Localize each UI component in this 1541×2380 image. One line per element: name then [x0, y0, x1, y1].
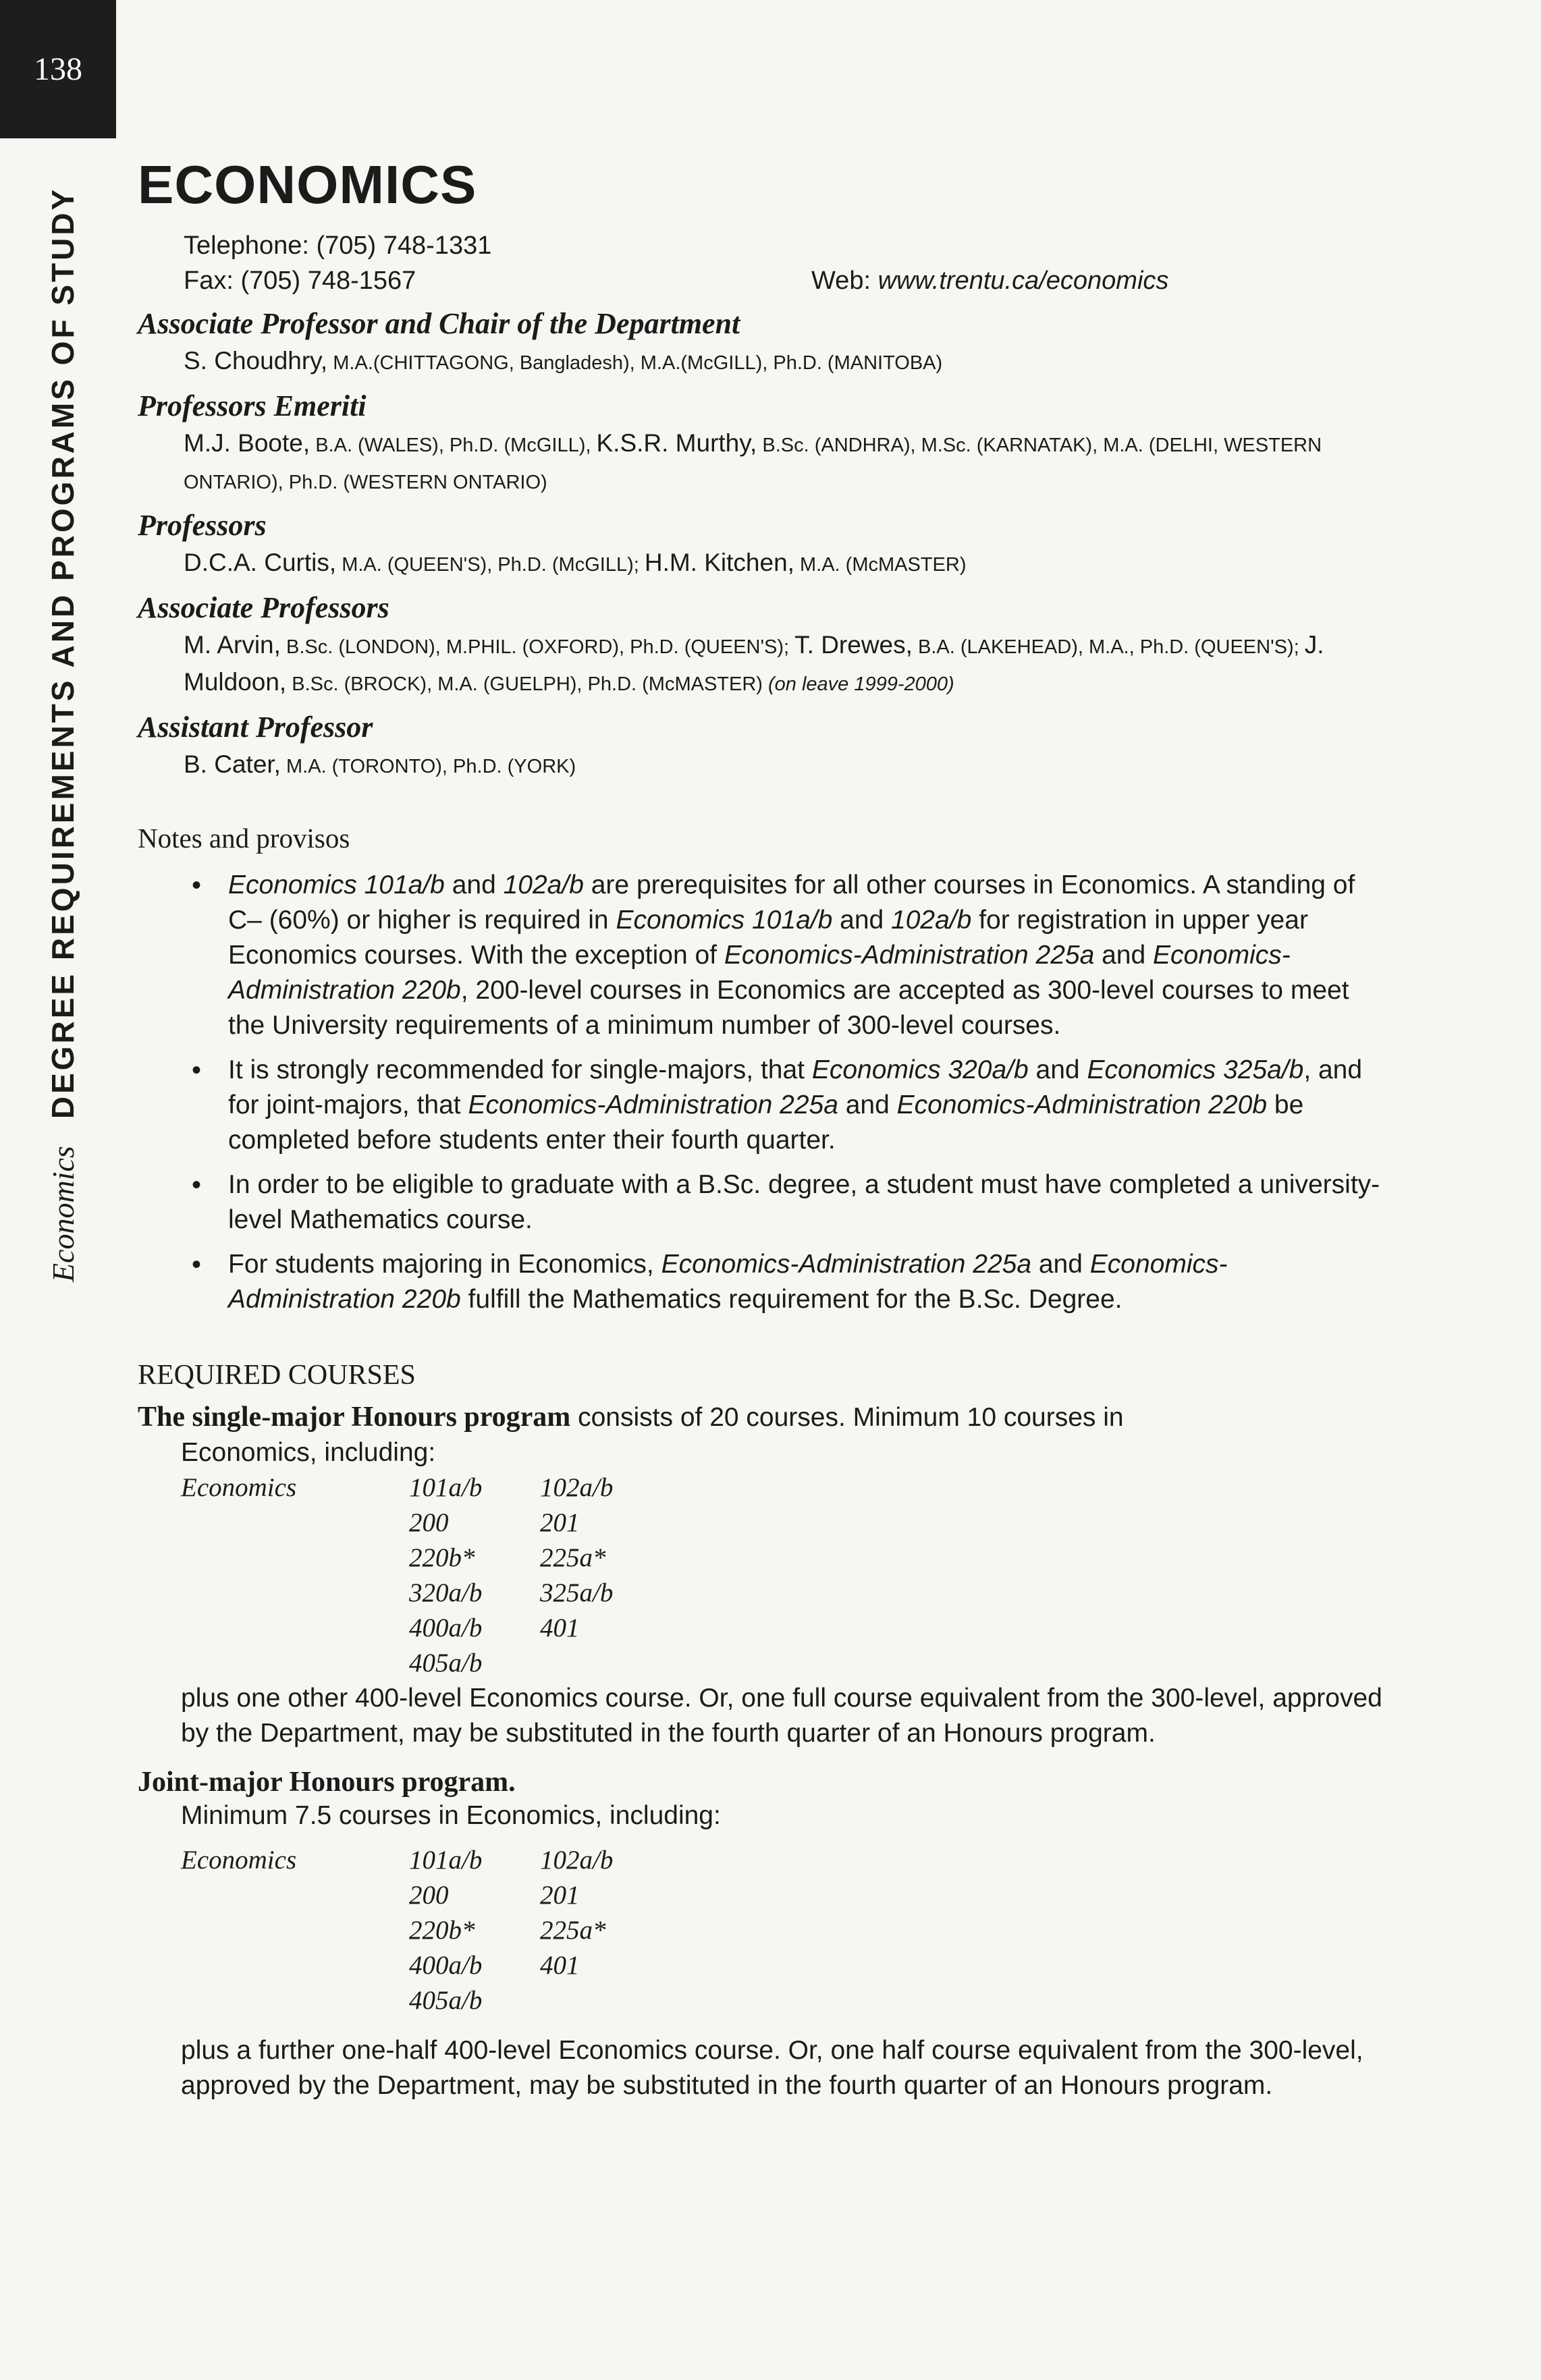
course-code: 400a/b: [409, 1951, 483, 1980]
course-row: [181, 1878, 1393, 1913]
course-row: [181, 1505, 1393, 1541]
spine-title: DEGREE REQUIREMENTS AND PROGRAMS OF STUDY: [45, 186, 80, 1119]
faculty-name: H.M. Kitchen,: [644, 549, 794, 576]
course-code: [540, 1646, 675, 1681]
course-code: 405a/b: [409, 1986, 483, 2015]
faculty-name: T. Drewes,: [794, 631, 913, 659]
course-ref: Economics 325a/b: [1087, 1055, 1304, 1084]
course-subject: Economics: [181, 1846, 297, 1875]
course-subject: [181, 1878, 409, 1913]
faculty-name: M. Arvin,: [184, 631, 281, 659]
leave-note: (on leave 1999-2000): [768, 673, 954, 695]
course-code: 401: [540, 1613, 580, 1642]
page-content: [138, 154, 1393, 2103]
course-subject: [181, 1983, 409, 2018]
faculty-credentials: B.Sc. (LONDON), M.PHIL. (OXFORD), Ph.D. (QUEEN'S);: [280, 636, 795, 658]
required-courses-heading: REQUIRED COURSES: [138, 1360, 416, 1391]
program-intro-cont: Economics, including:: [181, 1438, 436, 1467]
faculty-emeriti: [138, 426, 1393, 500]
faculty-credentials: M.A.(CHITTAGONG, Bangladesh), M.A.(McGILL), Ph.D. (MANITOBA): [327, 352, 943, 374]
faculty-name: B. Cater,: [184, 750, 281, 778]
course-code: 102a/b: [540, 1473, 614, 1502]
course-row: [181, 1576, 1393, 1611]
telephone: Telephone: (705) 748-1331: [184, 231, 492, 260]
note-text: for registration in upper year Economics courses. With the exception of: [228, 906, 1308, 970]
course-ref: Economics-Administration 225a: [468, 1090, 838, 1119]
course-code: 220b*: [409, 1543, 475, 1572]
notes-list: [138, 868, 1393, 1317]
faculty-chair: [138, 343, 1393, 381]
note-text: and: [838, 1090, 897, 1119]
course-subject: [181, 1611, 409, 1646]
rank-assistant: Assistant Professor: [138, 711, 373, 744]
program-after-text: plus a further one-half 400-level Economics course. Or, one half course equivalent from the 300-level, approved by the Department, may be substituted in the fourth quarter of an Honours program.: [181, 2036, 1363, 2100]
course-code: 220b*: [409, 1916, 475, 1945]
note-text: fulfill the Mathematics requirement for the B.Sc. Degree.: [460, 1285, 1123, 1314]
faculty-credentials: B.Sc. (BROCK), M.A. (GUELPH), Ph.D. (McMASTER): [286, 673, 769, 695]
course-code: 225a*: [540, 1543, 606, 1572]
program-intro: consists of 20 courses. Minimum 10 courses in: [570, 1403, 1124, 1432]
note-text: For students majoring in Economics,: [228, 1250, 661, 1279]
course-ref: Economics-Administration 220b: [228, 1250, 1228, 1314]
course-subject: [181, 1913, 409, 1948]
faculty-name: M.J. Boote,: [184, 429, 310, 457]
note-item: [138, 868, 1386, 1043]
course-code: 101a/b: [409, 1846, 483, 1875]
course-row: [181, 1541, 1393, 1576]
course-code: 102a/b: [540, 1846, 614, 1875]
course-code: 400a/b: [409, 1613, 483, 1642]
faculty-name: D.C.A. Curtis,: [184, 549, 337, 576]
program-title: Joint-major Honours program.: [138, 1767, 516, 1798]
faculty-credentials: M.A. (TORONTO), Ph.D. (YORK): [280, 756, 576, 777]
course-row: [181, 1611, 1393, 1646]
faculty-assistant: [138, 747, 1393, 784]
fax: Fax: (705) 748-1567: [184, 267, 416, 295]
spine-section: Economics: [45, 1146, 80, 1282]
course-subject: [181, 1576, 409, 1611]
note-text: , 200-level courses in Economics are accepted as 300-level courses to meet the University requirements of a minimum number of 300-level courses.: [228, 976, 1349, 1040]
note-text: and: [444, 870, 504, 900]
web-link[interactable]: www.trentu.ca/economics: [877, 267, 1169, 295]
note-item: [138, 1247, 1386, 1317]
course-code: [540, 1983, 675, 2018]
note-text: and: [1031, 1250, 1090, 1279]
course-ref: Economics-Administration 220b: [896, 1090, 1268, 1119]
course-ref: Economics-Administration 225a: [724, 941, 1095, 970]
faculty-credentials: M.A. (McMASTER): [794, 554, 967, 576]
program-intro: Minimum 7.5 courses in Economics, including:: [181, 1801, 721, 1830]
course-subject: [181, 1541, 409, 1576]
course-ref: Economics 320a/b: [811, 1055, 1029, 1084]
page-number: 138: [0, 0, 116, 138]
course-subject: Economics: [181, 1473, 297, 1502]
faculty-credentials: B.Sc. (ANDHRA), M.Sc. (KARNATAK), M.A. (DELHI, WESTERN ONTARIO), Ph.D. (WESTERN ONTARIO): [184, 435, 1322, 493]
faculty-name: J. Muldoon,: [184, 631, 1324, 696]
note-text: It is strongly recommended for single-majors, that: [228, 1055, 812, 1084]
course-subject: [181, 1948, 409, 1983]
course-subject: [181, 1646, 409, 1681]
course-row: [181, 1646, 1393, 1681]
course-code: 405a/b: [409, 1649, 483, 1678]
note-text: are prerequisites for all other courses in Economics. A standing of C– (60%) or higher is required in: [228, 870, 1355, 935]
course-table: [138, 1843, 1393, 2018]
course-code: 200: [409, 1881, 449, 1910]
note-text: , and for joint-majors, that: [228, 1055, 1363, 1119]
course-code: 101a/b: [409, 1473, 483, 1502]
side-running-header: [26, 155, 100, 1282]
course-row: [181, 1948, 1393, 1983]
course-code: 320a/b: [409, 1578, 483, 1607]
note-text: In order to be eligible to graduate with a B.Sc. degree, a student must have completed a university-level Mathematics course.: [228, 1170, 1380, 1234]
note-text: and: [1028, 1055, 1087, 1084]
course-code: 201: [540, 1881, 580, 1910]
rank-chair: Associate Professor and Chair of the Department: [138, 307, 740, 340]
web-label: Web:: [811, 267, 878, 295]
course-code: 401: [540, 1951, 580, 1980]
faculty-associates: [138, 628, 1393, 702]
course-ref: Economics-Administration 225a: [661, 1250, 1032, 1279]
course-code: 200: [409, 1508, 449, 1537]
course-subject: [181, 1505, 409, 1541]
course-code: 201: [540, 1508, 580, 1537]
faculty-name: K.S.R. Murthy,: [596, 429, 757, 457]
course-row: [181, 1843, 1393, 1878]
faculty-credentials: B.A. (LAKEHEAD), M.A., Ph.D. (QUEEN'S);: [912, 636, 1305, 658]
course-row: [181, 1913, 1393, 1948]
note-item: [138, 1053, 1386, 1158]
note-text: be completed before students enter their fourth quarter.: [228, 1090, 1304, 1155]
course-ref: Economics 101a/b: [228, 870, 445, 900]
page-title: ECONOMICS: [138, 155, 477, 215]
notes-heading: Notes and provisos: [138, 823, 350, 854]
course-code: 325a/b: [540, 1578, 614, 1607]
faculty-name: S. Choudhry,: [184, 347, 328, 375]
note-item: [138, 1167, 1386, 1238]
course-row: [181, 1983, 1393, 2018]
course-table: [138, 1470, 1393, 1681]
joint-major-program: [138, 1766, 1393, 2103]
rank-emeriti: Professors Emeriti: [138, 389, 367, 422]
contact-block: [138, 228, 1393, 298]
program-after-text: plus one other 400-level Economics course. Or, one full course equivalent from the 300-level, approved by the Department, may be substituted in the fourth quarter of an Honours program.: [181, 1684, 1382, 1748]
rank-professors: Professors: [138, 509, 267, 542]
note-text: and: [1094, 941, 1154, 970]
course-row: [181, 1470, 1393, 1505]
course-ref: Economics 101a/b: [616, 906, 833, 935]
rank-associates: Associate Professors: [138, 591, 389, 624]
course-code: 225a*: [540, 1916, 606, 1945]
single-major-program: [138, 1400, 1393, 1751]
course-ref: Economics-Administration 220b: [228, 941, 1291, 1005]
course-ref: 102a/b: [503, 870, 584, 900]
note-text: and: [832, 906, 892, 935]
faculty-credentials: M.A. (QUEEN'S), Ph.D. (McGILL);: [336, 554, 645, 576]
program-title: The single-major Honours program: [138, 1402, 571, 1433]
course-ref: 102a/b: [891, 906, 972, 935]
faculty-professors: [138, 545, 1393, 582]
faculty-credentials: B.A. (WALES), Ph.D. (McGILL),: [310, 435, 597, 456]
web: [811, 263, 1168, 298]
